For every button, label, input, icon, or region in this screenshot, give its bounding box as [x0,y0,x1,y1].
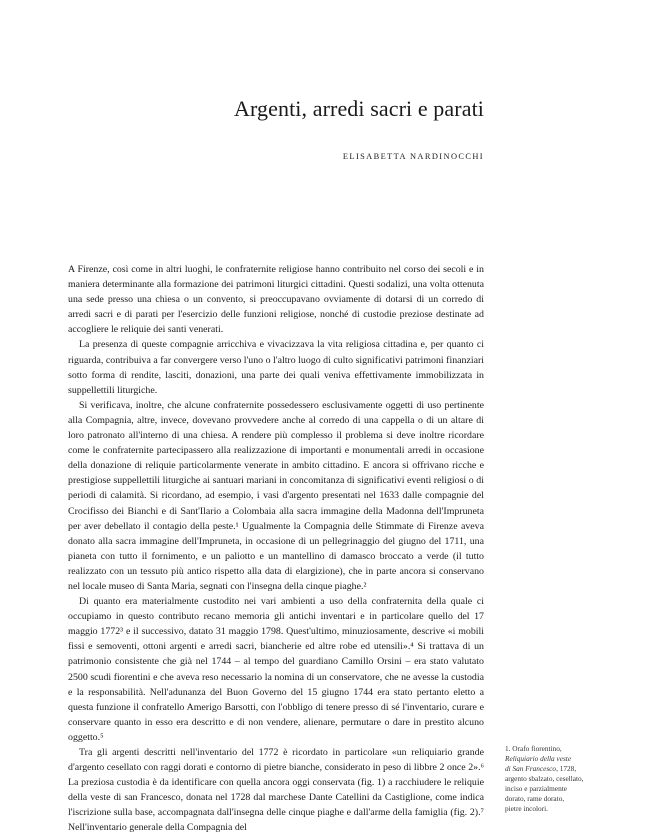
paragraph: Di quanto era materialmente custodito nei vari ambienti a uso della confraternita della quale ci occupiamo in questo contributo recano memoria gli antichi inventari e in particolare quello del 17 maggio 1772³ e il successivo, datato 31 maggio 1798. Quest'ultimo, minuziosamente, descrive «i mobili fissi e semoventi, ottoni argenti e arredi sacri, biancherie ed altre robe ed utensili».⁴ Si trattava di un patrimonio consistente che già nel 1744 – al tempo del guardiano Camillo Orsini – era stato valutato 2500 scudi fiorentini e che aveva reso necessario la nomina di un conservatore, che ne avesse la custodia e la responsabilità. Nell'adunanza del Buon Governo del 15 giugno 1744 era stato pertanto eletto a questa funzione il confratello Amerigo Barsotti, con l'obbligo di tenere presso di sé l'inventario, curare e conservare quanto in esso era descritto e di non vendere, alienare, permutare o dare in prestito alcuno oggetto.⁵ [68,596,484,743]
author-name: ELISABETTA NARDINOCCHI [342,152,484,161]
caption-line: pietre incolori. [505,804,548,813]
caption-line: inciso e parzialmente [505,784,567,793]
caption-line: argento sbalzato, cesellato, [505,774,584,783]
paragraph: A Firenze, così come in altri luoghi, le confraternite religiose hanno contribuito nel corso dei secoli e in maniera determinante alla formazione dei patrimoni liturgici cittadini. Questi sodalizi, una volta ottenuta una sede presso una chiesa o un convento, si preoccupavano ovviamente di dotarsi di un corredo di arredi sacri e di parati per l'esercizio delle funzioni religiose, nonché di custodie preziose destinate ad accogliere le reliquie dei santi venerati. [68,264,484,336]
caption-line: dorato, rame dorato, [505,794,565,803]
caption-line: di San Francesco, 1728, [505,764,577,773]
caption-line: 1. Orafo fiorentino, [505,744,562,753]
paragraph: Tra gli argenti descritti nell'inventario del 1772 è ricordato in particolare «un reliquiario grande d'argento cesellato con raggi dorati e contorno di pietre bianche, considerato in peso di libbre 2 once 2».⁶ La preziosa custodia è da identificare con quella ancora oggi conservata (fig. 1) a racchiudere le reliquie della veste di san Francesco, donata nel 1728 dal marchese Dante Catellini da Castiglione, come indica l'iscrizione sulla base, accompagnata dall'insegna delle cinque piaghe e dall'arme della famiglia (fig. 2).⁷ Nell'inventario generale della Compagnia del [68,747,484,834]
figure-caption [505,744,615,814]
document-title: Argenti, arredi sacri e parati [234,96,484,121]
paragraph: La presenza di queste compagnie arricchiva e vivacizzava la vita religiosa cittadina e, per quanto ci riguarda, contribuiva a far convergere verso l'uno o l'altro luogo di culto significativi patrimoni finanziari sotto forma di rendite, lasciti, donazioni, una parte dei quali veniva effettivamente immobilizzata in suppellettili liturgiche. [68,339,484,396]
paragraph: Si verificava, inoltre, che alcune confraternite possedessero esclusivamente oggetti di uso pertinente alla Compagnia, altre, invece, dovevano provvedere anche al corredo di una cappella o di un altare di loro patronato all'interno di una chiesa. A rendere più complesso il problema si deve inoltre ricordare come le confraternite partecipassero alla realizzazione di importanti e monumentali arredi in occasione della donazione di reliquie particolarmente venerate in ambito cittadino. E ancora si offrivano ricche e prestigiose suppellettili liturgiche ai santuari mariani in concomitanza di significativi eventi religiosi o di periodi di calamità. Si ricordano, ad esempio, i vasi d'argento presentati nel 1633 dalle compagnie del Crocifisso dei Bianchi e di Sant'Ilario a Colombaia alla sacra immagine della Madonna dell'Impruneta per aver debellato il contagio della peste.¹ Ugualmente la Compagnia delle Stimmate di Firenze aveva donato alla sacra immagine dell'Impruneta, in occasione di un pellegrinaggio del giugno del 1711, una pianeta con tutto il fornimento, e un paliotto e un mantellino di damasco broccato a verde (il tutto realizzato con un tessuto più antico rispetto alla data di elargizione), che in parte ancora si conservano nel locale museo di Santa Maria, segnati con l'insegna della cinque piaghe.² [68,399,484,592]
caption-line: Reliquiario della veste [505,754,572,763]
body-text [68,262,484,836]
